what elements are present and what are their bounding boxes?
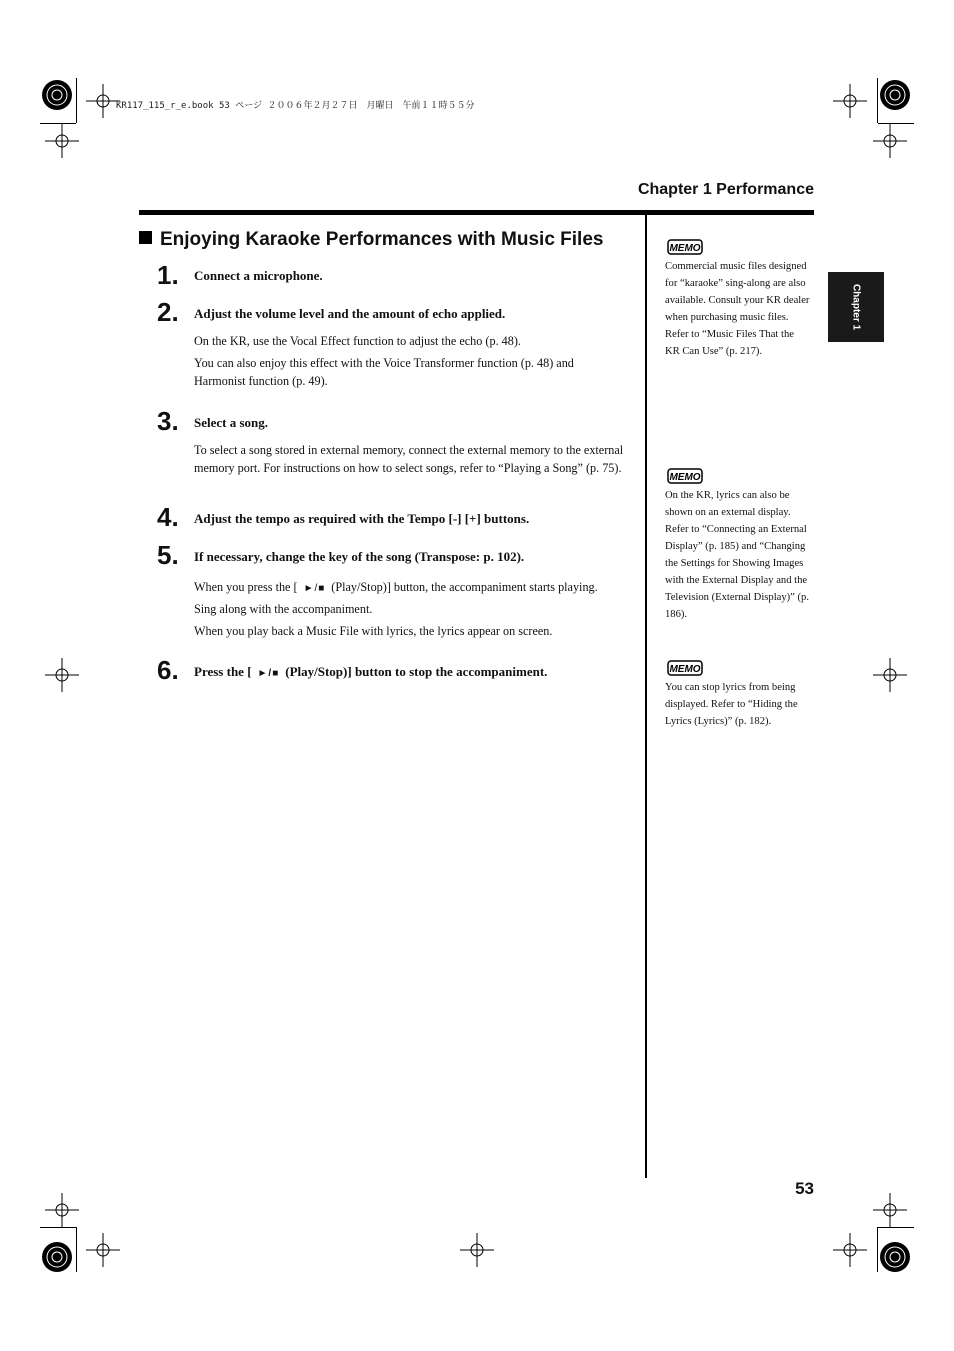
crosshair-mark-icon <box>833 84 867 118</box>
crosshair-mark-icon <box>86 1233 120 1267</box>
step-body-text: To select a song stored in external memory, connect the external memory to the external memory port. For instructions on how to select songs, refer to “Playing a Song” (p. 75). <box>194 443 624 475</box>
step-heading: Connect a microphone. <box>194 268 323 283</box>
memo-label: MEMO <box>669 243 701 254</box>
step-heading-start: Press the [ <box>194 664 252 679</box>
step-heading-end: (Play/Stop)] button to stop the accompaniment. <box>285 664 548 679</box>
section-title-text: Enjoying Karaoke Performances with Music Files <box>160 229 604 250</box>
crop-line <box>878 123 914 124</box>
step-heading: Adjust the volume level and the amount of echo applied. <box>194 306 506 321</box>
step-number: 4. <box>157 502 179 532</box>
crosshair-mark-icon <box>873 1193 907 1227</box>
step-body-text: On the KR, use the Vocal Effect function to adjust the echo (p. 48). <box>194 334 521 348</box>
crop-line <box>76 1227 77 1272</box>
registration-mark-icon <box>40 1240 74 1274</box>
crop-line <box>40 1227 76 1228</box>
memo-label: MEMO <box>669 664 701 675</box>
crosshair-mark-icon <box>86 84 120 118</box>
memo-note: Commercial music files designed for “karaoke” sing-along are also available. Consult your KR dealer when purchasing music files. Refer to “Music Files That the KR Can Use” (p. 217). <box>665 261 810 357</box>
step-heading: If necessary, change the key of the song (Transpose: p. 102). <box>194 549 525 564</box>
memo-icon <box>667 467 703 485</box>
registration-mark-icon <box>40 78 74 112</box>
crop-line <box>877 1227 878 1272</box>
chapter-header: Chapter 1 Performance <box>637 181 814 198</box>
page-number: 53 <box>795 1179 814 1198</box>
crosshair-mark-icon <box>873 658 907 692</box>
step-body-text-start: When you press the [ <box>194 580 298 594</box>
step-number: 6. <box>157 655 179 685</box>
step-body-text: You can also enjoy this effect with the Voice Transformer function (p. 48) and Harmonist function (p. 49). <box>194 356 574 388</box>
section-bullet-icon <box>139 231 152 244</box>
column-divider <box>645 215 647 1178</box>
step-heading: Adjust the tempo as required with the Tempo [-] [+] buttons. <box>194 511 530 526</box>
crop-line <box>40 123 76 124</box>
crop-line <box>878 1227 914 1228</box>
crosshair-mark-icon <box>45 658 79 692</box>
section-title <box>139 229 603 251</box>
memo-label: MEMO <box>669 472 701 483</box>
step-heading <box>194 664 547 680</box>
chapter-tab <box>828 272 884 342</box>
step-number: 3. <box>157 406 179 436</box>
memo-icon <box>667 659 703 677</box>
print-header: KR117_115_r_e.book 53 ページ ２００６年２月２７日 月曜日 午前１１時５５分 <box>116 101 475 111</box>
header-rule <box>139 210 814 215</box>
step-heading: Select a song. <box>194 415 269 430</box>
chapter-tab-label: Chapter 1 <box>850 283 862 331</box>
step-number: 5. <box>157 540 179 570</box>
step-body-text: When you play back a Music File with lyrics, the lyrics appear on screen. <box>194 624 553 638</box>
memo-note: You can stop lyrics from being displayed. Refer to “Hiding the Lyrics (Lyrics)” (p. 182). <box>665 682 798 727</box>
crosshair-mark-icon <box>460 1233 494 1267</box>
step-number: 2. <box>157 297 179 327</box>
step-number: 1. <box>157 260 179 290</box>
registration-mark-icon <box>878 78 912 112</box>
crosshair-mark-icon <box>873 124 907 158</box>
step-body-text: Sing along with the accompaniment. <box>194 602 373 616</box>
registration-mark-icon <box>878 1240 912 1274</box>
step-body-text <box>194 578 639 598</box>
memo-icon <box>667 238 703 256</box>
crop-line <box>76 78 77 123</box>
play-stop-icon: ►/■ <box>303 583 326 594</box>
crosshair-mark-icon <box>45 124 79 158</box>
step-body-text-end: (Play/Stop)] button, the accompaniment starts playing. <box>331 580 598 594</box>
crosshair-mark-icon <box>45 1193 79 1227</box>
crosshair-mark-icon <box>833 1233 867 1267</box>
memo-note: On the KR, lyrics can also be shown on an external display. Refer to “Connecting an External Display” (p. 185) and “Changing the Settings for Showing Images with the External Display and the Television (External Display)” (p. 186). <box>665 490 809 620</box>
play-stop-icon: ►/■ <box>257 668 280 679</box>
crop-line <box>877 78 878 123</box>
